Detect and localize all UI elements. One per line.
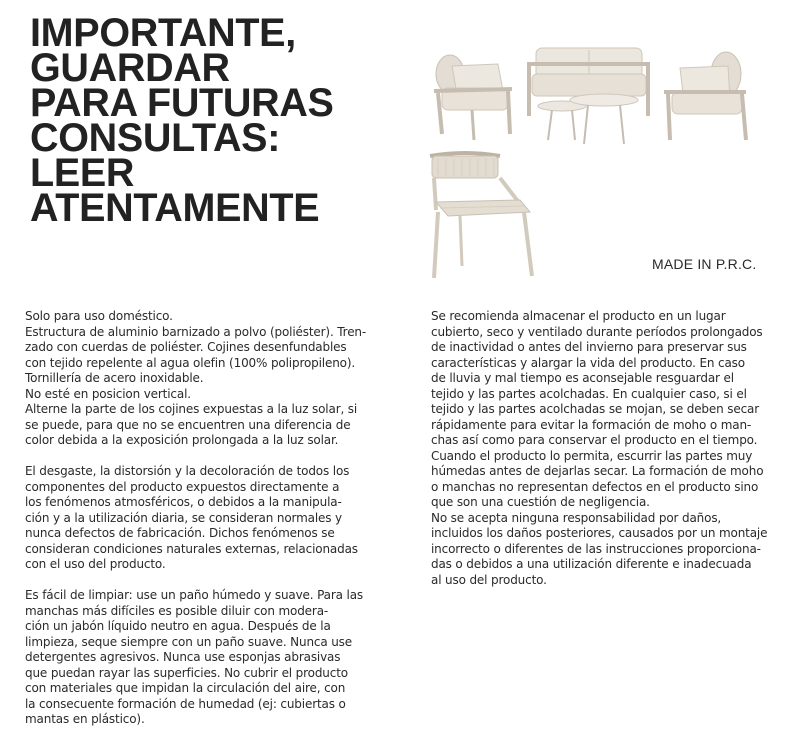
text-line: Cuando el producto lo permita, escurrir las partes muy: [431, 448, 753, 463]
text-line: los fenómenos atmosféricos, o debidos a la manipula-: [25, 495, 342, 509]
text-line: Es fácil de limpiar: use un paño húmedo y suave. Para las: [25, 588, 364, 602]
text-line: húmedas antes de dejarlas secar. La formación de moho: [431, 464, 764, 478]
text-line: Se recomienda almacenar el producto en un lugar: [431, 309, 726, 323]
text-line: Estructura de aluminio barnizado a polvo (poliéster). Tren-: [25, 324, 367, 339]
paragraph: [431, 309, 786, 588]
text-line: mantas en plástico).: [25, 712, 145, 726]
coffee-tables: [538, 94, 638, 144]
text-line: color debida a la exposición prolongada a la luz solar.: [25, 433, 339, 447]
text-line: Alterne la parte de los cojines expuestas a la luz solar, si: [25, 402, 358, 416]
title-line: GUARDAR: [30, 46, 230, 90]
text-line: características y alargar la vida del producto. En caso: [431, 355, 745, 370]
title-line: IMPORTANTE,: [30, 11, 296, 55]
text-line: con tejido repelente al agua olefin (100% polipropileno).: [25, 355, 356, 370]
text-line: das o debidos a una utilización diferente e inadecuada: [431, 557, 752, 571]
text-line: No se acepta ninguna responsabilidad por daños,: [431, 510, 722, 525]
text-line: nunca defectos de fabricación. Dichos fenómenos se: [25, 526, 335, 540]
title-line: ATENTAMENTE: [30, 186, 320, 230]
text-line: Tornillería de acero inoxidable.: [25, 371, 204, 385]
text-line: rápidamente para evitar la formación de moho o man-: [431, 417, 752, 432]
text-line: incorrecto o diferentes de las instrucciones proporciona-: [431, 541, 761, 556]
text-line: Solo para uso doméstico.: [25, 309, 173, 323]
text-line: manchas más difíciles es posible diluir con modera-: [25, 603, 329, 618]
left-text-column: [25, 309, 380, 743]
title-line: CONSULTAS:: [30, 116, 281, 160]
right-text-column: [431, 309, 786, 604]
text-line: ción un jabón líquido neutro en agua. Después de la: [25, 619, 331, 633]
right-armchair: [664, 52, 746, 140]
text-line: que son una cuestión de negligencia.: [431, 495, 650, 509]
title-line: PARA FUTURAS: [30, 81, 334, 125]
paragraph: [25, 309, 380, 449]
text-line: El desgaste, la distorsión y la decoloración de todos los: [25, 464, 350, 478]
left-armchair: [434, 55, 512, 140]
text-line: componentes del producto expuestos directamente a: [25, 479, 340, 494]
text-line: de inactividad o antes del invierno para preservar sus: [431, 340, 747, 354]
text-line: zado con cuerdas de poliéster. Cojines desenfundables: [25, 340, 347, 354]
text-line: consideran condiciones naturales externas, relacionadas: [25, 541, 358, 556]
text-line: incluidos los daños posteriores, causados por un montaje: [431, 526, 768, 540]
paragraph: [25, 464, 380, 573]
text-line: limpieza, seque siempre con un paño suave. Nunca use: [25, 634, 353, 649]
page-title: [30, 11, 334, 230]
text-line: la consecuente formación de humedad (ej: cubiertas o: [25, 696, 346, 711]
text-line: que puedan rayar las superficies. No cubrir el producto: [25, 665, 348, 680]
text-line: chas así como para conservar el producto en el tiempo.: [431, 433, 758, 447]
made-in-label: MADE IN P.R.C.: [652, 256, 757, 272]
title-line: LEER: [30, 151, 135, 195]
text-line: detergentes agresivos. Nunca use esponjas abrasivas: [25, 650, 341, 664]
text-line: de lluvia y mal tiempo es aconsejable resguardar el: [431, 371, 734, 385]
text-line: tejido y las partes acolchadas se mojan, se deben secar: [431, 402, 760, 416]
text-line: o manchas no representan defectos en el producto sino: [431, 479, 759, 494]
dining-armchair-photo: [420, 150, 545, 280]
text-line: con materiales que impidan la circulación del aire, con: [25, 681, 346, 695]
text-line: con el uso del producto.: [25, 557, 166, 571]
text-line: se puede, para que no se encuentren una diferencia de: [25, 417, 351, 432]
lounge-furniture-set-photo: [412, 36, 787, 148]
text-line: tejido y las partes acolchadas. En cualquier caso, si el: [431, 386, 747, 401]
text-line: ción y a la utilización diaria, se consideran normales y: [25, 510, 342, 525]
text-line: al uso del producto.: [431, 572, 547, 587]
paragraph: [25, 588, 380, 728]
text-line: No esté en posicion vertical.: [25, 386, 191, 401]
text-line: cubierto, seco y ventilado durante períodos prolongados: [431, 324, 763, 339]
